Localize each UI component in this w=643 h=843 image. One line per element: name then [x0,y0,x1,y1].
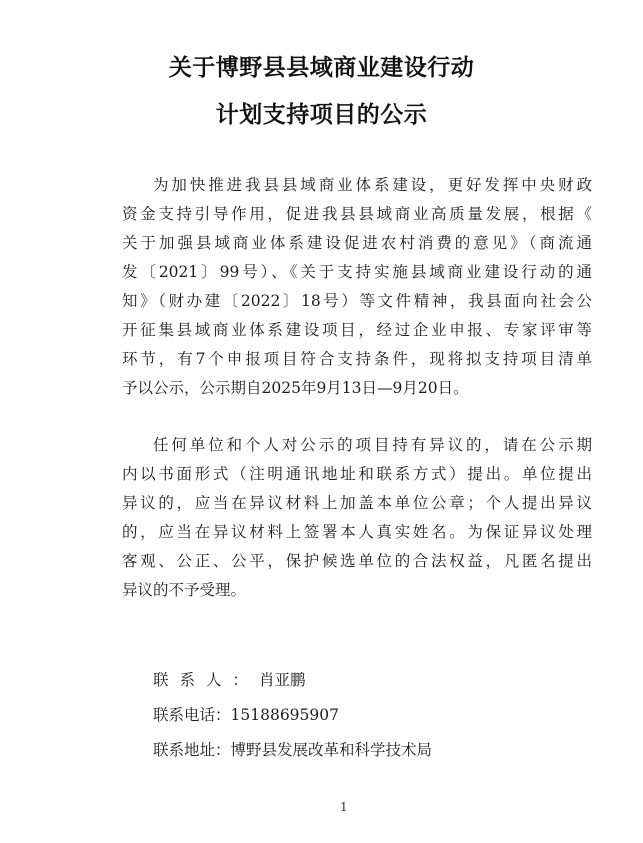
page-number: 1 [340,800,348,814]
paragraph-line: 异议的不予受理。 [122,581,247,599]
paragraph-line: 关于加强县域商业体系建设促进农村消费的意见》（商流通 [122,234,592,252]
paragraph-line: 内以书面形式（注明通讯地址和联系方式）提出。单位提出 [122,465,592,483]
document-title-line-2: 计划支持项目的公示 [215,102,428,128]
contact-address-value: 博野县发展改革和科学技术局 [230,741,433,759]
contact-address-label: 联系地址： [153,741,231,759]
contact-phone [153,705,339,725]
paragraph-line: 开征集县域商业体系建设项目，经过企业申报、专家评审等 [122,321,592,339]
paragraph-line: 客观、公正、公平，保护候选单位的合法权益，凡匿名提出 [122,552,592,570]
paragraph-line: 发〔2021〕99号）、《关于支持实施县域商业建设行动的通 [122,263,592,281]
contact-person [153,670,306,690]
paragraph-line: 任何单位和个人对公示的项目持有异议的，请在公示期 [153,436,592,454]
paragraph-line: 的，应当在异议材料上签署本人真实姓名。为保证异议处理 [122,523,592,541]
paragraph-line: 环节，有7个申报项目符合支持条件，现将拟支持项目清单 [122,350,592,368]
contact-phone-value: 15188695907 [230,706,339,724]
paragraph-announcement [122,171,592,403]
paragraph-line: 资金支持引导作用，促进我县县域商业高质量发展，根据《 [122,205,592,223]
contact-address [153,740,432,760]
document-title-line-1: 关于博野县县域商业建设行动 [168,55,475,81]
paragraph-line: 为加快推进我县县域商业体系建设，更好发挥中央财政 [153,176,592,194]
paragraph-line: 知》（财办建〔2022〕18号）等文件精神，我县面向社会公 [122,292,592,310]
paragraph-line: 异议的，应当在异议材料上加盖本单位公章；个人提出异议 [122,494,592,512]
paragraph-objection [122,431,592,605]
contact-person-value: 肖亚鹏 [259,671,306,689]
contact-phone-label: 联系电话： [153,706,231,724]
contact-person-label: 联系人： [153,671,260,689]
paragraph-line: 予以公示，公示期自2025年9月13日—9月20日。 [122,379,469,397]
